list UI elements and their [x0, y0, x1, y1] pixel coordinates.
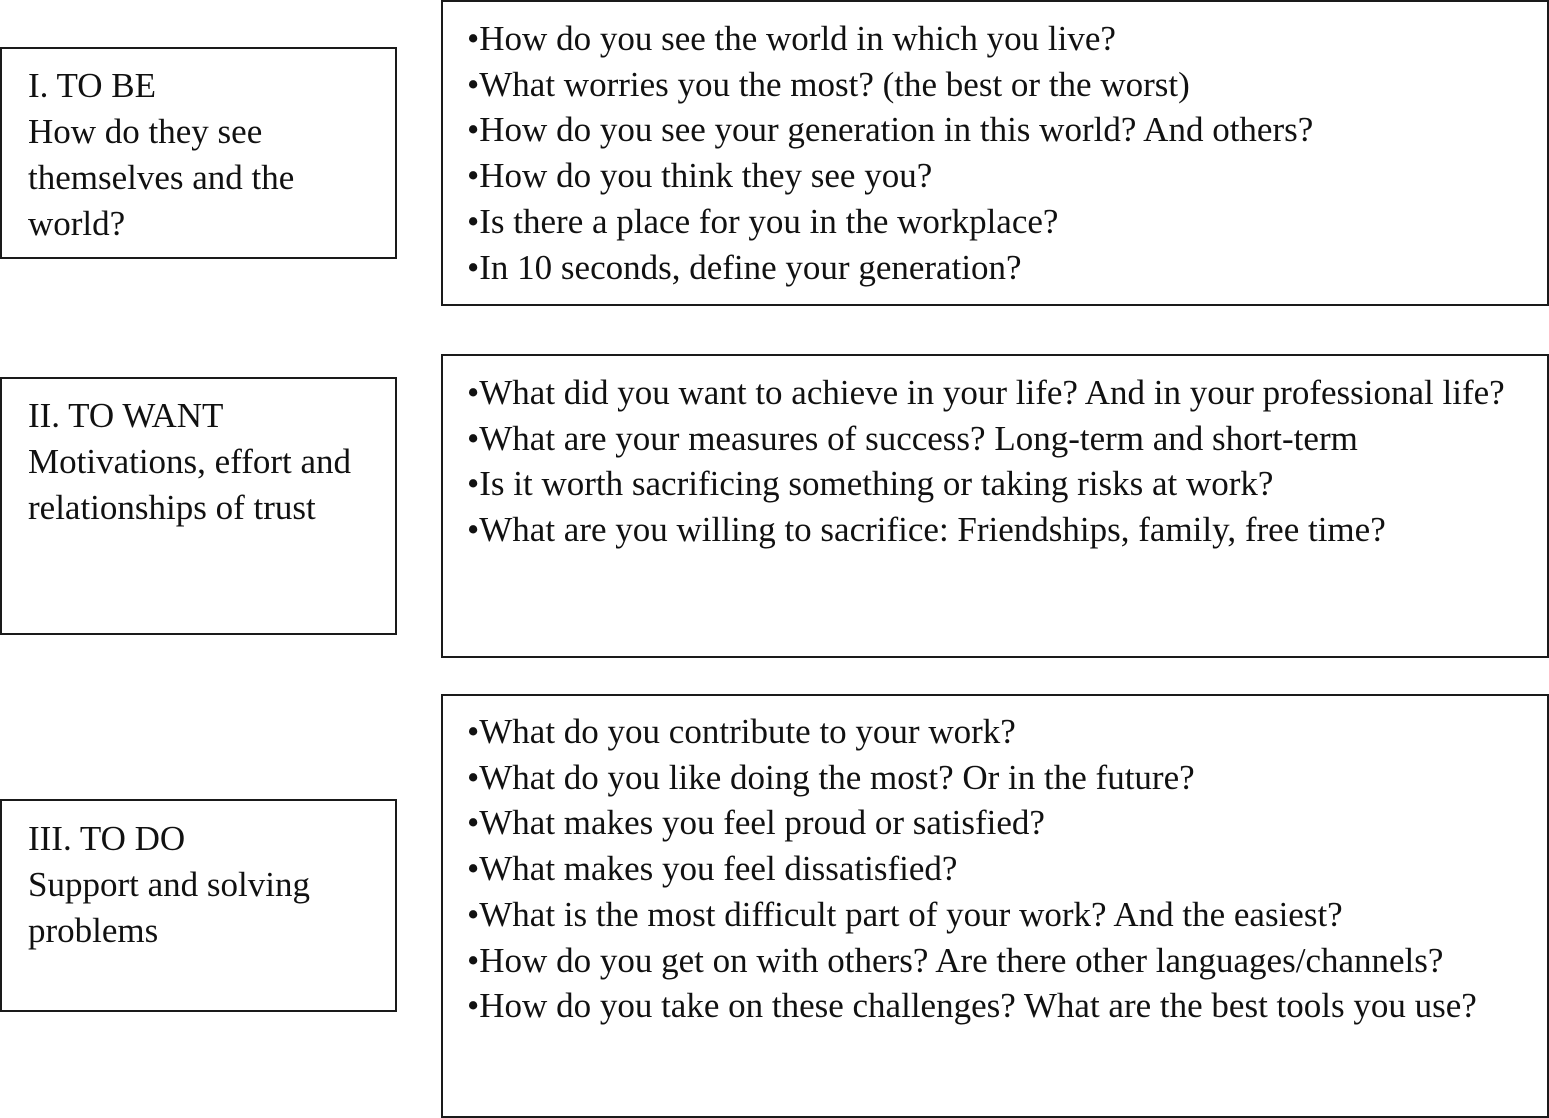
- question-list: [467, 709, 1521, 1029]
- questions-box-to-do: [441, 694, 1549, 1118]
- question-item: • Is it worth sacrificing something or taking risks at work?: [467, 461, 1521, 507]
- question-item: • What worries you the most? (the best or the worst): [467, 62, 1521, 108]
- question-item: • How do you think they see you?: [467, 153, 1521, 199]
- question-item: • What is the most difficult part of your work? And the easiest?: [467, 892, 1521, 938]
- question-item: • What makes you feel proud or satisfied?: [467, 800, 1521, 846]
- section-label-to-do: [0, 799, 397, 1012]
- question-item: • Is there a place for you in the workplace?: [467, 199, 1521, 245]
- section-title: II. TO WANT: [28, 396, 224, 435]
- section-description: Motivations, effort and relationships of trust: [28, 442, 352, 527]
- section-label-to-be: [0, 47, 397, 259]
- question-item: • In 10 seconds, define your generation?: [467, 245, 1521, 291]
- section-title: III. TO DO: [28, 819, 186, 858]
- section-description: How do they see themselves and the world?: [28, 112, 295, 243]
- question-item: • How do you get on with others? Are there other languages/channels?: [467, 938, 1521, 984]
- question-item: • What did you want to achieve in your life? And in your professional life?: [467, 370, 1521, 416]
- question-item: • How do you take on these challenges? What are the best tools you use?: [467, 983, 1521, 1029]
- section-label-to-want: [0, 377, 397, 635]
- section-title: I. TO BE: [28, 66, 157, 105]
- section-description: Support and solving problems: [28, 865, 310, 950]
- question-list: [467, 370, 1521, 553]
- questions-box-to-be: [441, 0, 1549, 306]
- question-item: • How do you see the world in which you live?: [467, 16, 1521, 62]
- question-item: • What do you like doing the most? Or in the future?: [467, 755, 1521, 801]
- questions-box-to-want: [441, 354, 1549, 658]
- question-item: • What are you willing to sacrifice: Friendships, family, free time?: [467, 507, 1521, 553]
- question-item: • How do you see your generation in this world? And others?: [467, 107, 1521, 153]
- question-item: • What are your measures of success? Long-term and short-term: [467, 416, 1521, 462]
- question-item: • What makes you feel dissatisfied?: [467, 846, 1521, 892]
- question-list: [467, 16, 1521, 290]
- question-item: • What do you contribute to your work?: [467, 709, 1521, 755]
